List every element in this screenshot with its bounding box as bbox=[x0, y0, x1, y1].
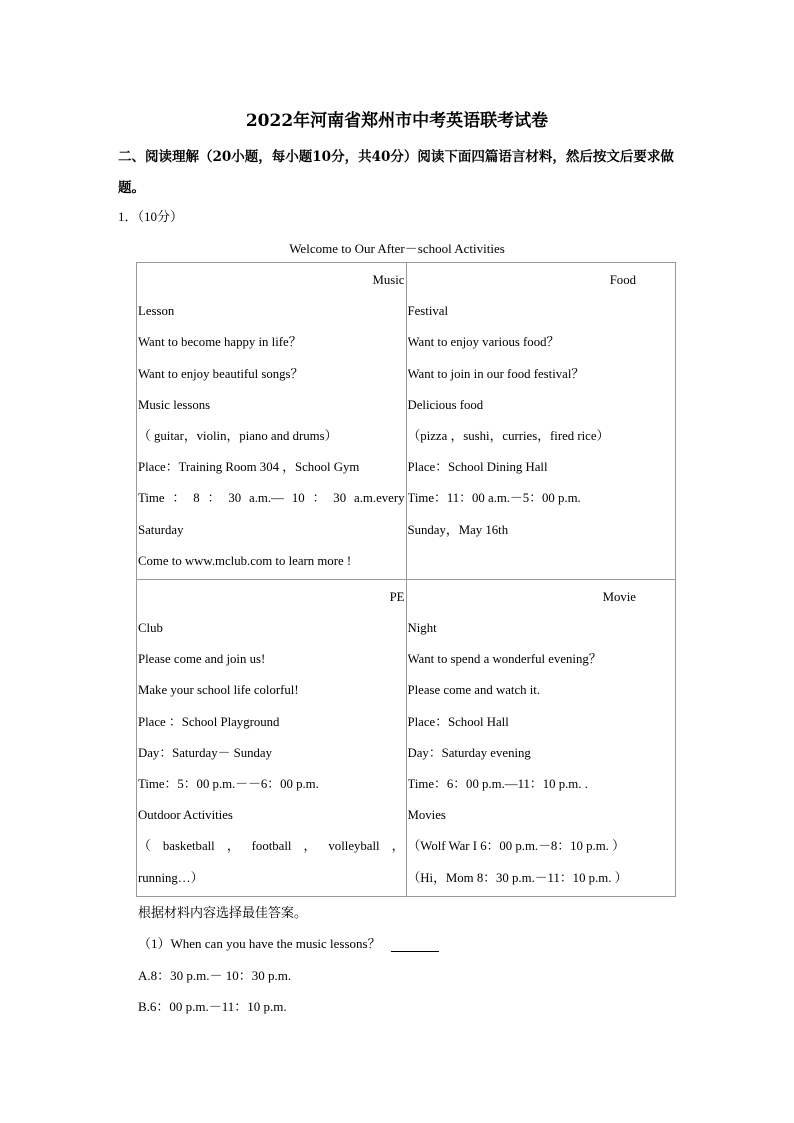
exam-title: 2022年河南省郑州市中考英语联考试卷 bbox=[245, 111, 549, 131]
music-line: Music lessons bbox=[138, 397, 211, 412]
pe-activity-part: football bbox=[251, 839, 292, 854]
pe-activities-line bbox=[138, 831, 405, 862]
music-time-part: 30 bbox=[333, 491, 347, 506]
music-time-part: Time bbox=[138, 491, 165, 506]
music-time-part: a.m.every bbox=[354, 491, 405, 506]
pe-activity-part: （ bbox=[138, 839, 151, 854]
food-line: Delicious food bbox=[407, 397, 484, 412]
option-b: B.6：00 p.m.－11：10 p.m. bbox=[138, 999, 287, 1014]
pe-activity-part: ， bbox=[391, 839, 405, 854]
music-lesson-cell bbox=[137, 263, 407, 580]
music-time-part: ： bbox=[172, 491, 186, 506]
question-instruction: 根据材料内容选择最佳答案。 bbox=[138, 905, 308, 920]
question-1-text: （1）When can you have the music lessons？ bbox=[138, 936, 381, 951]
pe-activity-part: ， bbox=[303, 839, 317, 854]
music-line: Saturday bbox=[138, 522, 184, 537]
movie-line: Movies bbox=[407, 808, 446, 823]
table-caption: Welcome to Our After－school Activities bbox=[289, 241, 505, 256]
food-heading-2: Festival bbox=[407, 304, 449, 319]
pe-activity-part: volleyball bbox=[328, 839, 380, 854]
food-line: Time：11：00 a.m.－5：00 p.m. bbox=[407, 491, 581, 506]
movie-night-cell bbox=[406, 579, 676, 896]
music-line: Want to enjoy beautiful songs？ bbox=[138, 366, 304, 381]
food-line: Sunday，May 16th bbox=[407, 522, 509, 537]
section-heading: 二、阅读理解（20小题，每小题10分，共40分）阅读下面四篇语言材料，然后按文后要求做题。 bbox=[118, 149, 674, 196]
movie-line: （Wolf War I 6：00 p.m.－8：10 p.m. ） bbox=[407, 839, 625, 854]
music-heading: Music bbox=[372, 273, 405, 287]
movie-line: （Hi，Mom 8：30 p.m.－11：10 p.m. ） bbox=[407, 870, 628, 885]
pe-line: Make your school life colorful! bbox=[138, 683, 299, 698]
table-row bbox=[137, 579, 676, 896]
music-line: Place：Training Room 304 ，School Gym bbox=[138, 460, 360, 475]
answer-blank[interactable] bbox=[391, 937, 439, 952]
question-number: 1．（10分） bbox=[118, 209, 184, 224]
pe-activity-part: basketball bbox=[162, 839, 215, 854]
music-line: Want to become happy in life？ bbox=[138, 335, 302, 350]
movie-line: Please come and watch it. bbox=[407, 683, 541, 698]
food-heading: Food bbox=[609, 273, 636, 287]
pe-line: Day：Saturday－ Sunday bbox=[138, 745, 272, 760]
pe-line: Time：5：00 p.m.－－6：00 p.m. bbox=[138, 777, 319, 791]
movie-line: Place：School Hall bbox=[407, 714, 509, 729]
music-time-part: 10 bbox=[291, 491, 305, 506]
music-line: Come to www.mclub.com to learn more ! bbox=[138, 553, 352, 568]
movie-line: Day：Saturday evening bbox=[407, 745, 531, 760]
music-time-part: ： bbox=[312, 491, 326, 506]
food-line: Place：School Dining Hall bbox=[407, 460, 548, 475]
pe-heading-2: Club bbox=[138, 621, 163, 636]
pe-activity-part: ， bbox=[226, 839, 240, 854]
movie-heading: Movie bbox=[602, 589, 636, 604]
music-time-line bbox=[138, 483, 405, 514]
movie-heading-2: Night bbox=[407, 621, 437, 636]
pe-line: running…） bbox=[138, 870, 204, 885]
table-row bbox=[137, 263, 676, 580]
music-line: （ guitar，violin，piano and drums） bbox=[138, 428, 338, 443]
music-time-part: 8 bbox=[193, 491, 200, 506]
activities-table bbox=[136, 262, 676, 897]
music-time-part: ： bbox=[207, 491, 221, 506]
question-1-line bbox=[138, 933, 439, 952]
movie-line: Time：6：00 p.m.—11：10 p.m. . bbox=[407, 777, 588, 791]
food-line: Want to join in our food festival？ bbox=[407, 366, 585, 381]
food-line: Want to enjoy various food？ bbox=[407, 335, 560, 350]
movie-line: Want to spend a wonderful evening？ bbox=[407, 652, 602, 667]
music-time-part: a.m.— bbox=[249, 491, 284, 506]
pe-line: Place ：School Playground bbox=[138, 714, 280, 729]
music-heading-2: Lesson bbox=[138, 304, 175, 319]
music-time-part: 30 bbox=[228, 491, 242, 506]
option-a: A.8：30 p.m.－ 10：30 p.m. bbox=[138, 968, 292, 983]
pe-line: Outdoor Activities bbox=[138, 808, 233, 823]
food-line: （pizza ，sushi，curries，fired rice） bbox=[407, 428, 610, 443]
pe-club-cell bbox=[137, 579, 407, 896]
pe-line: Please come and join us! bbox=[138, 652, 266, 667]
pe-heading: PE bbox=[389, 589, 405, 604]
food-festival-cell bbox=[406, 263, 676, 580]
